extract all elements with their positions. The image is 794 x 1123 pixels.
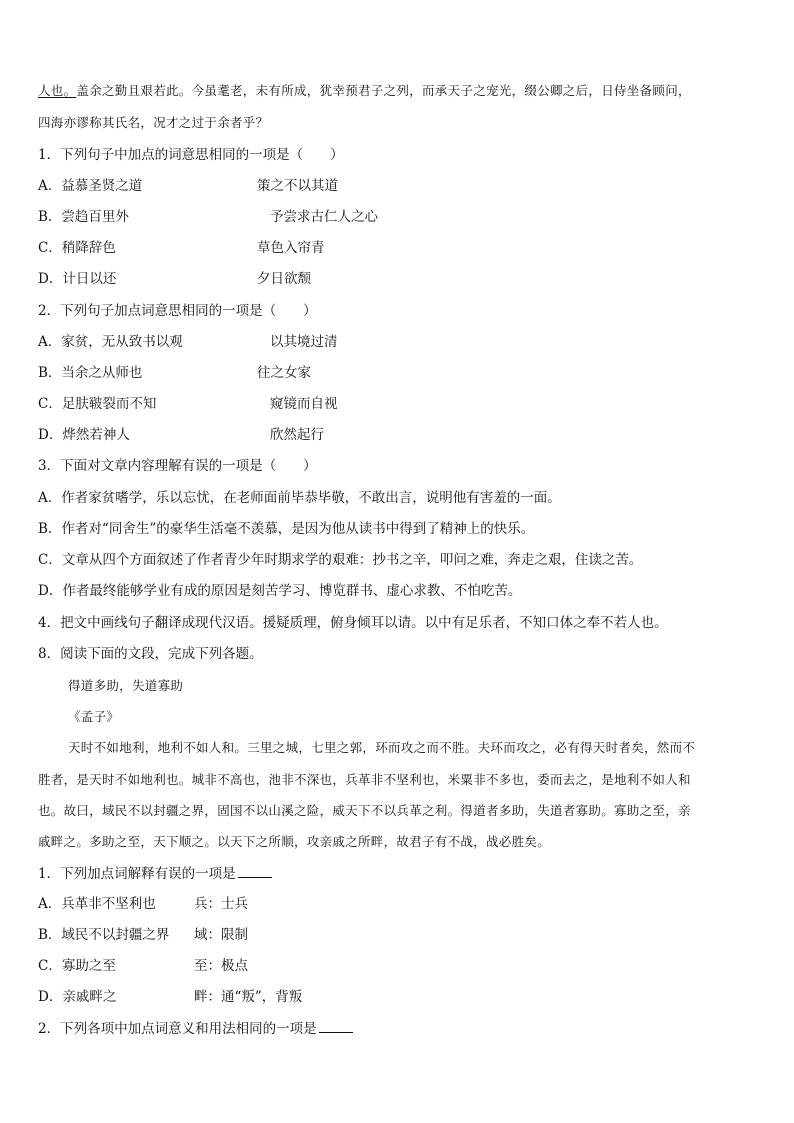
passage-title: 得道多助，失道寡助 [68, 678, 184, 693]
option-line: A．作者家贫嗜学，乐以忘忧，在老师面前毕恭毕敬，不敢出言，说明他有害羞的一面。 [38, 490, 561, 506]
option-a-text: D．烨然若神人 [38, 427, 130, 443]
passage-para-line: 戚畔之。多助之至，天下顺之。以天下之所顺，攻亲戚之所畔，故君子有不战，战必胜矣。 [38, 834, 551, 849]
answer-blank[interactable] [238, 864, 272, 878]
passage-para-line: 天时不如地利，地利不如人和。三里之城，七里之郭，环而攻之而不胜。夫环而攻之，必有得天时者矣，然而不 [68, 740, 696, 755]
option-a-text: C．足肤皲裂而不知 [38, 396, 157, 412]
option-line: C．文章从四个方面叙述了作者青少年时期求学的艰难：抄书之辛，叩问之难，奔走之艰，住读之苦。 [38, 552, 643, 568]
option-b-text: 草色入帘青 [257, 240, 325, 256]
option-a-text: B．域民不以封疆之界 [38, 927, 170, 943]
option-b-text: 欣然起行 [270, 427, 324, 443]
passage-para-line: 也。故曰，域民不以封疆之界，固国不以山溪之险，威天下不以兵革之利。得道者多助，失道者寡助。寡助之至，亲 [38, 803, 691, 818]
passage-para-line: 胜者，是天时不如地利也。城非不高也，池非不深也，兵革非不坚利也，米粟非不多也，委而去之，是地利不如人和 [38, 772, 691, 787]
option-b-text: 域：限制 [194, 927, 248, 943]
passage-source: 《孟子》 [68, 709, 120, 724]
question-stem: 2．下列句子加点词意思相同的一项是（ ） [38, 303, 317, 319]
option-b-text: 往之女家 [257, 365, 311, 381]
option-a-text: C．寡助之至 [38, 958, 116, 974]
option-a-text: D．计日以还 [38, 271, 117, 287]
option-line: D．作者最终能够学业有成的原因是刻苦学习、博览群书、虚心求教、不怕吃苦。 [38, 583, 522, 599]
option-b-text: 以其境过清 [270, 334, 338, 350]
question-stem: 3．下面对文章内容理解有误的一项是（ ） [38, 458, 317, 474]
question-stem [38, 864, 272, 883]
passage-line-2: 四海亦谬称其氏名，况才之过于余者乎？ [38, 115, 269, 130]
option-a-text: A．家贫，无从致书以观 [38, 334, 183, 350]
option-a-text: C．稍降辞色 [38, 240, 116, 256]
underlined-text: 人也。 [38, 83, 77, 98]
option-a-text: B．尝趋百里外 [38, 209, 129, 225]
option-a-text: D．亲戚畔之 [38, 989, 117, 1005]
option-b-text: 至：极点 [194, 958, 248, 974]
question-stem [38, 1019, 353, 1038]
option-b-text: 予尝求古仁人之心 [270, 209, 378, 225]
option-b-text: 窥镜而自视 [270, 396, 338, 412]
option-b-text: 策之不以其道 [257, 178, 338, 194]
option-b-text: 畔：通“叛”，背叛 [194, 989, 303, 1005]
answer-blank[interactable] [319, 1019, 353, 1033]
option-a-text: A．兵革非不坚利也 [38, 896, 156, 912]
question-stem-text: 2．下列各项中加点词意义和用法相同的一项是 [38, 1021, 317, 1037]
option-b-text: 兵：士兵 [194, 896, 248, 912]
passage-line-1 [38, 82, 691, 100]
option-a-text: B．当余之从师也 [38, 365, 143, 381]
question-stem: 1．下列句子中加点的词意思相同的一项是（ ） [38, 147, 344, 163]
option-a-text: A．益慕圣贤之道 [38, 178, 143, 194]
option-b-text: 夕日欲颓 [257, 271, 311, 287]
passage-text: 盖余之勤且艰若此。今虽耄老，未有所成，犹幸预君子之列，而承天子之宠光，缀公卿之后，日侍坐备顾问， [76, 83, 691, 98]
section-intro: 8．阅读下面的文段，完成下列各题。 [38, 646, 263, 662]
question-stem: 4．把文中画线句子翻译成现代汉语。援疑质理，俯身倾耳以请。以中有足乐者，不知口体之奉不若人也。 [38, 615, 668, 631]
question-stem-text: 1．下列加点词解释有误的一项是 [38, 866, 236, 882]
option-line: B．作者对“同舍生”的豪华生活毫不羡慕，是因为他从读书中得到了精神上的快乐。 [38, 521, 535, 537]
